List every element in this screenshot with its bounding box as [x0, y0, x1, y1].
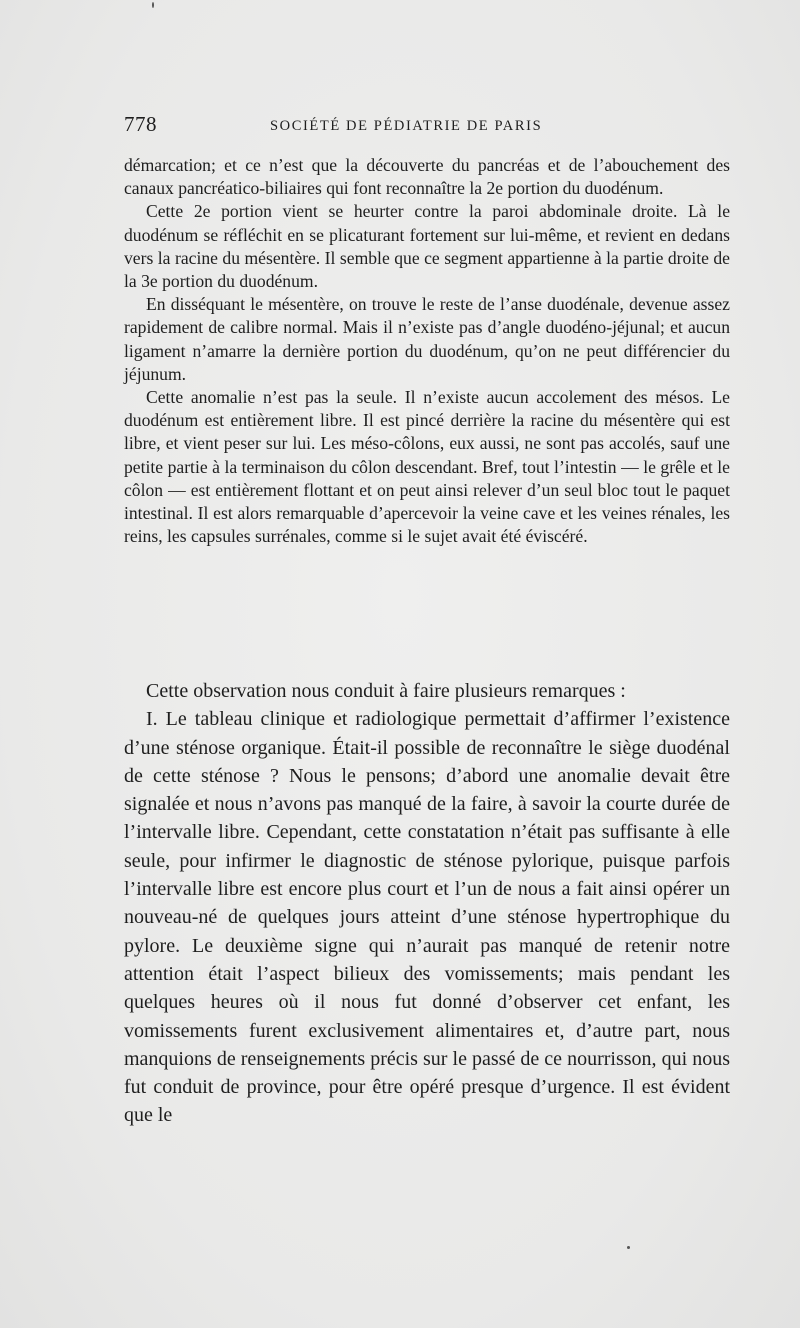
paragraph: I. Le tableau clinique et radiologique permettait d’affirmer l’existence d’une sténose organique. Était-il possible de reconnaître le siège duodénal de cette sténose ? Nous le pensons; d’abord une anomalie devait être signalée et nous n’avons pas manqué de la faire, à savoir la courte durée de l’intervalle libre. Cependant, cette constatation n’était pas suffisante à elle seule, pour infirmer le diagnostic de sténose pylorique, puisque parfois l’intervalle libre est encore plus court et l’un de nous a fait ainsi opérer un nouveau-né de quelques jours atteint d’une sténose hypertrophique du pylore. Le deuxième signe qui n’aurait pas manqué de retenir notre attention était l’aspect bilieux des vomissements; mais pendant les quelques heures où il nous fut donné d’observer cet enfant, les vomissements furent exclusivement alimentaires et, d’autre part, nous manquions de renseignements précis sur le passé de ce nourrisson, qui nous fut conduit de province, pour être opéré presque d’urgence. Il est évident que le	[124, 708, 730, 1127]
paragraph: Cette observation nous conduit à faire plusieurs remarques :	[146, 680, 626, 702]
page-header	[124, 112, 730, 140]
paragraph: démarcation; et ce n’est que la découverte du pancréas et de l’abouchement des canaux pancréatico-biliaires qui font reconnaître la 2e portion du duodénum.	[124, 155, 730, 199]
small-print-section	[124, 154, 730, 548]
paragraph: Cette anomalie n’est pas la seule. Il n’existe aucun accolement des mésos. Le duodénum est entièrement libre. Il est pincé derrière la racine du mésentère qui est libre, et vient peser sur lui. Les méso-côlons, eux aussi, ne sont pas accolés, sauf une petite partie à la terminaison du côlon descendant. Bref, tout l’intestin — le grêle et le côlon — est entièrement flottant et on peut ainsi relever d’un seul bloc tout le paquet intestinal. Il est alors remarquable d’apercevoir la veine cave et les veines rénales, les reins, les capsules surrénales, comme si le sujet avait été éviscéré.	[124, 387, 730, 547]
paper-speck	[627, 1246, 630, 1249]
paragraph: En disséquant le mésentère, on trouve le reste de l’anse duodénale, devenue assez rapidement de calibre normal. Mais il n’existe pas d’angle duodéno-jéjunal; et aucun ligament n’amarre la dernière portion du duodénum, qu’on ne peut différencier du jéjunum.	[124, 294, 730, 384]
running-head: SOCIÉTÉ DE PÉDIATRIE DE PARIS	[270, 118, 543, 134]
paragraph: Cette 2e portion vient se heurter contre la paroi abdominale droite. Là le duodénum se réfléchit en se plicaturant fortement sur lui-même, et revient en dedans vers la racine du mésentère. Il semble que ce segment appartienne à la partie droite de la 3e portion du duodénum.	[124, 201, 730, 292]
paper-speck	[152, 2, 154, 8]
page-number: 778	[124, 112, 157, 136]
main-text-section	[124, 677, 730, 1130]
